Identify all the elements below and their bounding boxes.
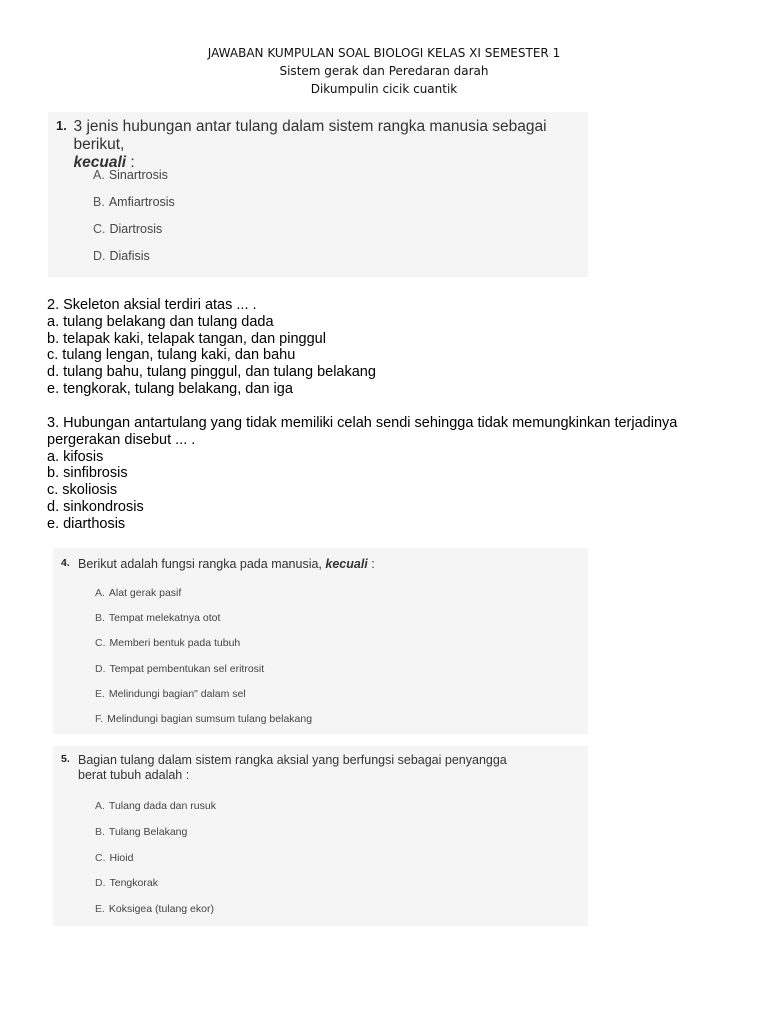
question-text-main: Berikut adalah fungsi rangka pada manusia,	[78, 557, 326, 571]
question-text	[74, 118, 588, 172]
question-3-text-line-2: pergerakan disebut ... .	[47, 431, 196, 448]
option-text: Tulang Belakang	[108, 825, 188, 838]
option-c	[93, 222, 175, 249]
question-2-text: 2. Skeleton aksial terdiri atas ... .	[47, 297, 257, 313]
question-emphasis: kecuali	[325, 557, 368, 571]
question-text-main: 3 jenis hubungan antar tulang dalam sistem rangka manusia sebagai berikut,	[73, 118, 547, 153]
option-e	[95, 903, 216, 929]
option-text: Sinartrosis	[108, 168, 168, 182]
option-e: e. tengkorak, tulang belakang, dan iga	[47, 380, 293, 397]
document-header	[0, 44, 768, 98]
document-subtitle: Sistem gerak dan Peredaran darah	[279, 64, 489, 78]
option-letter: C.	[95, 851, 106, 864]
question-text-line-2: berat tubuh adalah :	[78, 768, 190, 782]
question-3-text-line-1: 3. Hubungan antartulang yang tidak memiliki celah sendi sehingga tidak memungkinkan terjadinya	[47, 415, 678, 431]
option-a: a. kifosis	[47, 448, 104, 465]
question-3-block	[47, 415, 757, 533]
option-text: Tulang dada dan rusuk	[108, 800, 216, 812]
option-text: Tengkorak	[109, 877, 158, 890]
option-b	[93, 195, 175, 222]
document-title: JAWABAN KUMPULAN SOAL BIOLOGI KELAS XI SEMESTER 1	[207, 46, 561, 60]
question-1-block	[48, 112, 588, 277]
question-suffix: :	[367, 557, 375, 571]
question-suffix: :	[126, 154, 135, 171]
option-d	[93, 249, 175, 276]
question-text	[78, 557, 375, 571]
option-b	[95, 826, 216, 852]
option-a	[95, 800, 216, 826]
option-c	[95, 637, 312, 662]
option-c: c. skoliosis	[47, 482, 118, 499]
option-b: b. sinfibrosis	[47, 465, 128, 482]
option-letter: A.	[93, 168, 105, 182]
option-text: Tempat melekatnya otot	[108, 612, 221, 625]
option-d	[95, 663, 312, 688]
option-letter: E.	[95, 903, 105, 916]
option-text: Diartrosis	[109, 222, 163, 236]
option-a: a. tulang belakang dan tulang dada	[47, 313, 274, 330]
option-letter: C.	[95, 637, 106, 650]
option-a	[93, 168, 175, 195]
option-b	[95, 612, 312, 637]
question-1-prompt	[56, 118, 588, 172]
option-letter: B.	[95, 612, 105, 625]
option-text: Memberi bentuk pada tubuh	[109, 637, 241, 650]
option-letter: D.	[95, 662, 106, 675]
option-e: e. diarthosis	[47, 515, 126, 532]
question-4-block	[53, 548, 588, 734]
question-emphasis: kecuali	[73, 154, 127, 171]
document-author: Dikumpulin cicik cuantik	[310, 82, 458, 96]
option-letter: F.	[95, 712, 104, 725]
option-text: Alat gerak pasif	[108, 587, 182, 599]
question-5-prompt	[61, 753, 507, 783]
option-letter: C.	[93, 222, 106, 236]
option-text: Amfiartrosis	[108, 195, 175, 209]
option-c	[95, 852, 216, 878]
option-text: Hioid	[109, 851, 134, 864]
option-letter: A.	[95, 800, 105, 812]
option-text: Melindungi bagian sumsum tulang belakang	[107, 712, 313, 725]
option-text: Melindungi bagian" dalam sel	[108, 687, 246, 700]
option-b: b. telapak kaki, telapak tangan, dan pinggul	[47, 330, 326, 347]
question-2-block	[47, 297, 757, 398]
question-number: 4.	[61, 557, 70, 569]
question-number: 5.	[61, 753, 70, 765]
question-4-prompt	[61, 557, 375, 571]
option-letter: B.	[93, 195, 105, 209]
question-5-block	[53, 746, 588, 926]
option-d: d. sinkondrosis	[47, 498, 144, 515]
option-text: Tempat pembentukan sel eritrosit	[109, 662, 265, 675]
option-d	[95, 877, 216, 903]
option-list	[93, 168, 175, 276]
option-d: d. tulang bahu, tulang pinggul, dan tulang belakang	[47, 364, 376, 381]
option-list	[95, 587, 312, 738]
option-e	[95, 688, 312, 713]
option-f	[95, 713, 312, 738]
option-letter: D.	[95, 877, 106, 890]
option-letter: A.	[95, 587, 105, 599]
question-text	[78, 753, 507, 783]
question-number: 1.	[56, 118, 67, 133]
option-letter: B.	[95, 825, 105, 838]
option-c: c. tulang lengan, tulang kaki, dan bahu	[47, 347, 296, 364]
option-list	[95, 800, 216, 929]
option-letter: D.	[93, 249, 106, 263]
option-text: Koksigea (tulang ekor)	[108, 903, 214, 916]
question-text-line-1: Bagian tulang dalam sistem rangka aksial yang berfungsi sebagai penyangga	[78, 753, 507, 767]
option-text: Diafisis	[109, 249, 150, 263]
option-letter: E.	[95, 687, 105, 700]
option-a	[95, 587, 312, 612]
